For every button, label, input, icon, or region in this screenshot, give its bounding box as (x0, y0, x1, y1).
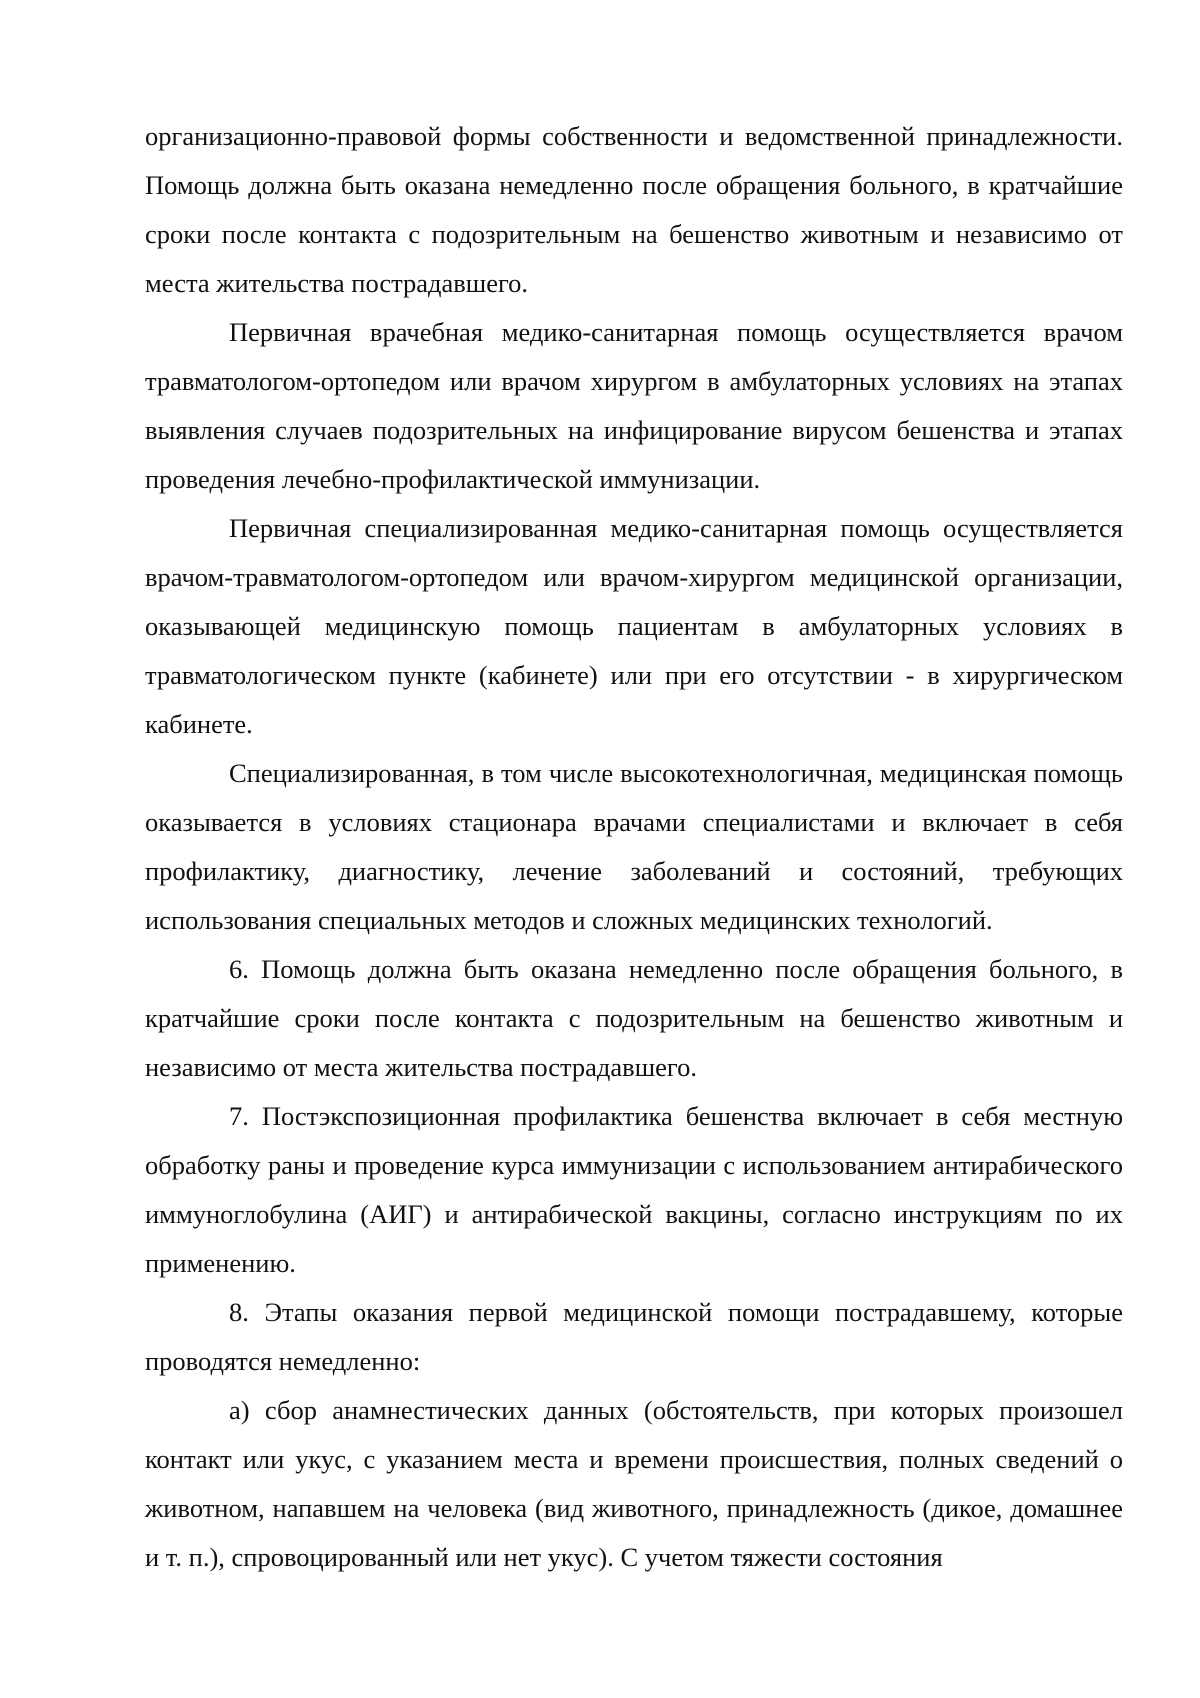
paragraph-item-8: 8. Этапы оказания первой медицинской помощи пострадавшему, которые проводятся немедленно: (145, 1297, 1123, 1376)
document-body (145, 112, 1123, 1582)
paragraph-item-8a: а) сбор анамнестических данных (обстоятельств, при которых произошел контакт или укус, с указанием места и времени происшествия, полных сведений о животном, напавшем на человека (вид животного, принадлежность (дикое, домашнее и т. п.), спровоцированный или нет укус). С учетом тяжести состояния (145, 1395, 1123, 1572)
paragraph-specialized-primary-care: Первичная специализированная медико-санитарная помощь осуществляется врачом-травматологом-ортопедом или врачом-хирургом медицинской организации, оказывающей медицинскую помощь пациентам в амбулаторных условиях в травматологическом пункте (кабинете) или при его отсутствии - в хирургическом кабинете. (145, 513, 1123, 739)
paragraph-high-tech-care: Специализированная, в том числе высокотехнологичная, медицинская помощь оказывается в условиях стационара врачами специалистами и включает в себя профилактику, диагностику, лечение заболеваний и состояний, требующих использования специальных методов и сложных медицинских технологий. (145, 758, 1123, 935)
paragraph-primary-care: Первичная врачебная медико-санитарная помощь осуществляется врачом травматологом-ортопедом или врачом хирургом в амбулаторных условиях на этапах выявления случаев подозрительных на инфицирование вирусом бешенства и этапах проведения лечебно-профилактической иммунизации. (145, 317, 1123, 494)
paragraph-continuation: организационно-правовой формы собственности и ведомственной принадлежности. Помощь должна быть оказана немедленно после обращения больного, в кратчайшие сроки после контакта с подозрительным на бешенство животным и независимо от места жительства пострадавшего. (145, 121, 1123, 298)
paragraph-item-6: 6. Помощь должна быть оказана немедленно после обращения больного, в кратчайшие сроки после контакта с подозрительным на бешенство животным и независимо от места жительства пострадавшего. (145, 954, 1123, 1082)
paragraph-item-7: 7. Постэкспозиционная профилактика бешенства включает в себя местную обработку раны и проведение курса иммунизации с использованием антирабического иммуноглобулина (АИГ) и антирабической вакцины, согласно инструкциям по их применению. (145, 1101, 1123, 1278)
